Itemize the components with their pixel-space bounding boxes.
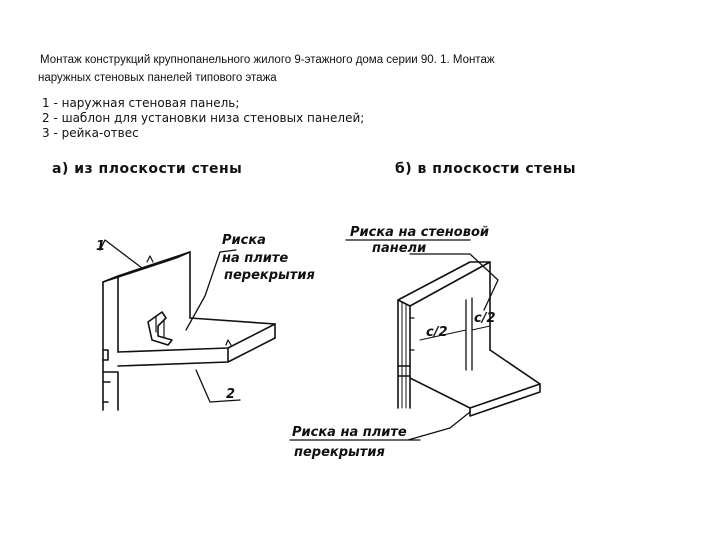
note-a-line1: Риска bbox=[222, 233, 266, 248]
note-a-line3: перекрытия bbox=[224, 268, 315, 283]
leader-1 bbox=[100, 240, 142, 268]
figure-a-label: а) из плоскости стены bbox=[52, 161, 243, 177]
joint-mark bbox=[103, 350, 110, 402]
arrow-mark-top bbox=[147, 256, 153, 262]
b-dim-left: с/2 bbox=[426, 325, 448, 340]
note-a-line2: на плите bbox=[222, 251, 289, 266]
b-bottom-note-line1: Риска на плите bbox=[292, 425, 407, 440]
legend-item-1: 1 - наружная стеновая панель; bbox=[42, 96, 240, 110]
floor-slab-back bbox=[190, 318, 275, 324]
b-dim-right: с/2 bbox=[474, 311, 496, 326]
legend-item-3: 3 - рейка-отвес bbox=[42, 126, 139, 140]
label-num-2: 2 bbox=[226, 387, 236, 402]
figure-b-label: б) в плоскости стены bbox=[395, 161, 577, 177]
floor-slab-bottom bbox=[118, 338, 275, 366]
figure-b-drawing bbox=[290, 240, 540, 440]
b-slab-edge bbox=[470, 384, 540, 416]
b-bottom-note-line2: перекрытия bbox=[294, 445, 385, 460]
lower-panel bbox=[103, 372, 118, 410]
b-wall-inner-lines bbox=[402, 302, 406, 408]
b-wall-top bbox=[398, 262, 490, 306]
title-line-1: Монтаж конструкций крупнопанельного жилого 9-этажного дома серии 90. 1. Монтаж bbox=[40, 54, 495, 66]
floor-slab-top bbox=[118, 324, 275, 352]
floor-slab-edges bbox=[228, 324, 275, 362]
arrow-mark-right bbox=[226, 340, 231, 345]
b-top-note-line1: Риска на стеновой bbox=[350, 225, 489, 240]
template-device bbox=[148, 312, 172, 345]
b-rail bbox=[466, 298, 472, 370]
legend-item-2: 2 - шаблон для установки низа стеновых панелей; bbox=[42, 111, 365, 125]
label-num-1: 1 bbox=[96, 239, 106, 254]
b-top-note-line2: панели bbox=[372, 241, 427, 256]
b-panel-joint bbox=[398, 366, 410, 376]
title-line-2: наружных стеновых панелей типового этажа bbox=[38, 72, 277, 84]
